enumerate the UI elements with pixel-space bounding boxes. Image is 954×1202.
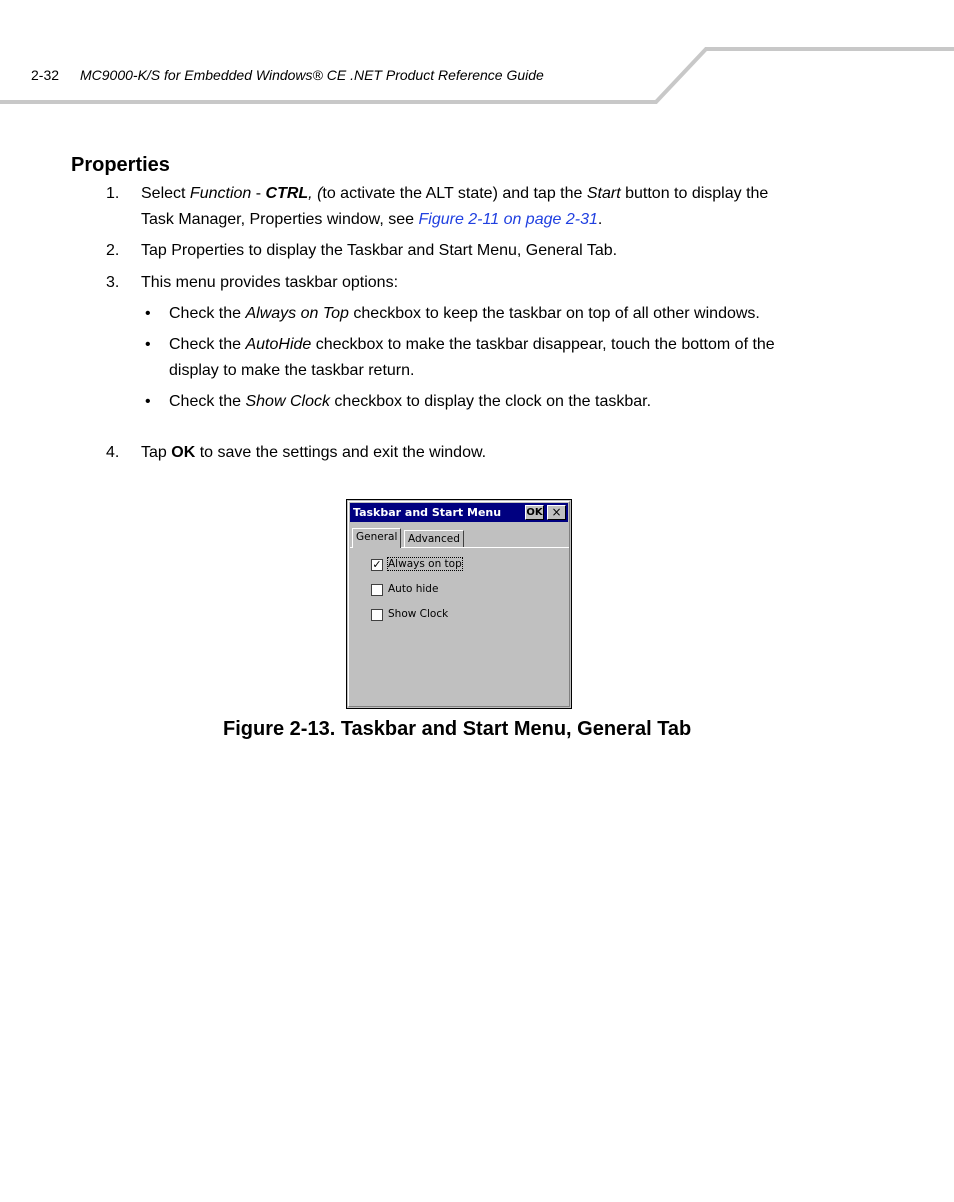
bullet-3-symbol: • [145,393,151,410]
dialog-titlebar[interactable] [350,503,568,522]
step-4-number: 4. [106,444,120,461]
step-4-text: Tap OK to save the settings and exit the window. [141,444,487,461]
figure-caption: Figure 2-13. Taskbar and Start Menu, General Tab [223,718,692,740]
ok-button[interactable]: OK [526,507,543,518]
document-title: MC9000-K/S for Embedded Windows® CE .NET Product Reference Guide [80,67,544,83]
step-3-text: This menu provides taskbar options: [141,274,399,291]
bullet-3-text: Check the Show Clock checkbox to display the clock on the taskbar. [169,393,652,410]
close-button[interactable]: × [547,505,566,520]
step-1-line-1: Select Function - CTRL, (to activate the ALT state) and tap the Start button to display the [141,185,769,202]
step-2-text: Tap Properties to display the Taskbar and Start Menu, General Tab. [141,242,618,259]
bullet-2-text: Check the AutoHide checkbox to make the taskbar disappear, touch the bottom of the [169,336,775,353]
bullet-1-symbol: • [145,305,151,322]
step-2-number: 2. [106,242,120,259]
section-title: Properties [71,154,170,176]
always-on-top-checkbox[interactable]: ✓ [372,558,382,571]
dialog-title: Taskbar and Start Menu [353,506,502,519]
show-clock-checkbox[interactable] [371,609,383,621]
step-1-number: 1. [106,185,120,202]
auto-hide-label[interactable]: Auto hide [388,583,439,595]
tab-general[interactable]: General [352,528,401,548]
always-on-top-label[interactable]: Always on top [388,558,462,570]
taskbar-start-menu-dialog [346,499,572,709]
auto-hide-checkbox[interactable] [371,584,383,596]
step-1-line-2: Task Manager, Properties window, see Figure 2-11 on page 2-31. [141,211,603,228]
bullet-2-line-2: display to make the taskbar return. [169,362,415,379]
bullet-2-symbol: • [145,336,151,353]
header-rule [0,0,954,110]
page-number: 2-32 [31,67,60,83]
bullet-1-text: Check the Always on Top checkbox to keep the taskbar on top of all other windows. [169,305,760,322]
show-clock-label[interactable]: Show Clock [388,608,449,620]
step-3-number: 3. [106,274,120,291]
figure-link[interactable]: Figure 2-11 on page 2-31 [418,211,598,228]
tab-advanced[interactable]: Advanced [404,530,464,548]
